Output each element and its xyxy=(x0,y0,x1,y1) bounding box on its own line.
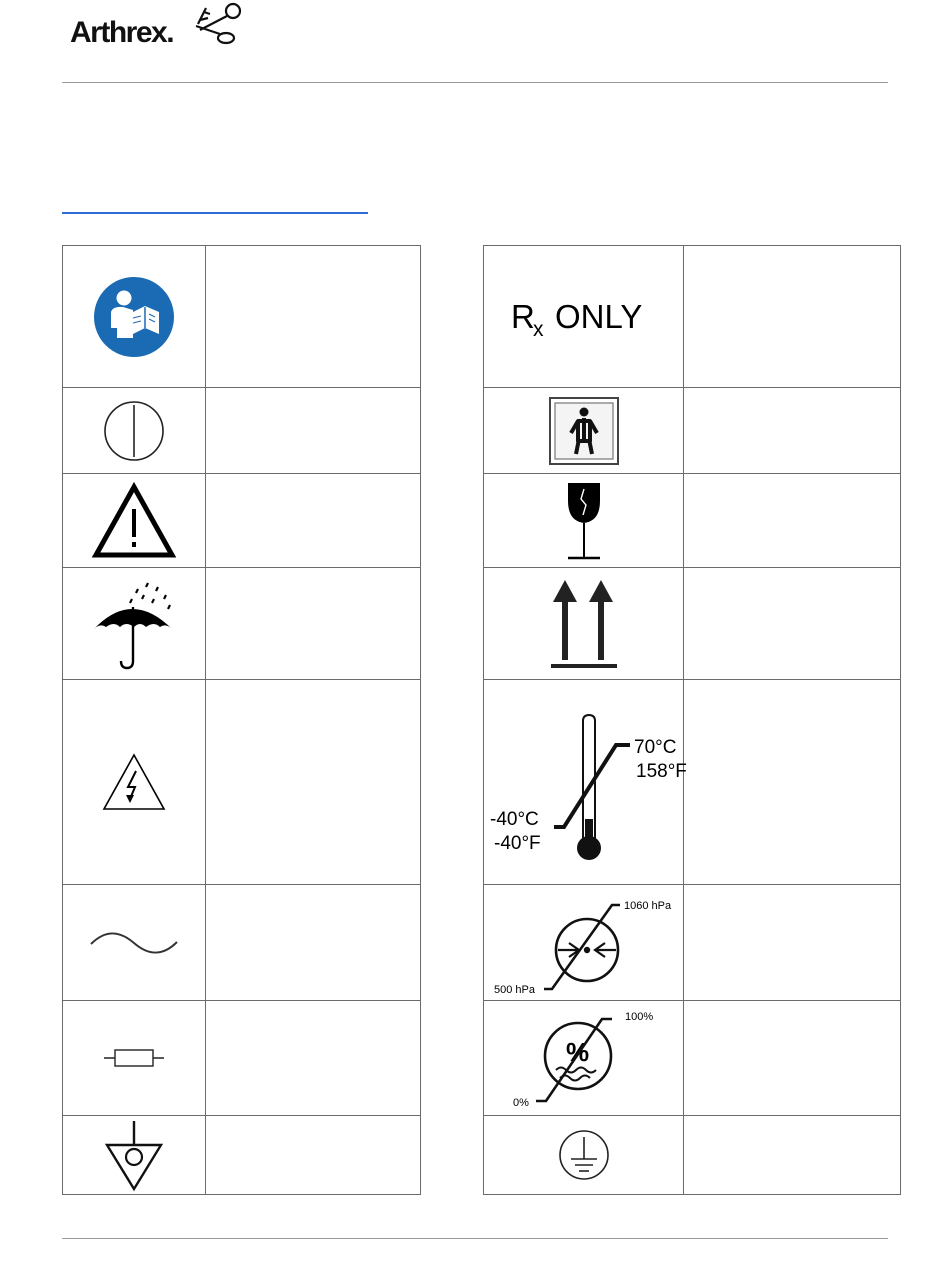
description-cell xyxy=(684,680,901,885)
table-row xyxy=(63,246,421,388)
table-row xyxy=(63,388,421,474)
fragile-icon xyxy=(564,481,604,561)
atmospheric-pressure-limit-icon xyxy=(484,893,684,996)
caution-icon xyxy=(92,483,176,559)
scissors-logo-icon xyxy=(182,0,244,52)
table-row xyxy=(484,680,901,885)
fuse-icon xyxy=(104,1047,164,1069)
rx-only-icon xyxy=(509,295,659,339)
symbol-cell xyxy=(484,246,684,388)
temp-lower-f: -40°F xyxy=(494,833,541,854)
temperature-limit-icon xyxy=(484,707,687,857)
table-row xyxy=(484,568,901,680)
description-cell xyxy=(684,1116,901,1195)
pressure-lower: 500 hPa xyxy=(494,983,535,996)
rx-subscript: x xyxy=(532,317,543,341)
table-row xyxy=(63,1001,421,1116)
symbol-table-left xyxy=(62,245,421,1195)
protective-earth-icon xyxy=(558,1129,610,1181)
arthrex-logo xyxy=(70,0,240,55)
temp-lower-c: -40°C xyxy=(490,809,539,830)
symbol-cell xyxy=(484,474,684,568)
description-cell xyxy=(206,680,421,885)
symbol-cell xyxy=(63,885,206,1001)
table-row xyxy=(484,1116,901,1195)
table-row xyxy=(484,1001,901,1116)
keep-dry-icon xyxy=(92,577,176,671)
header-divider xyxy=(62,82,888,83)
temp-upper-c: 70°C xyxy=(634,737,677,758)
symbol-cell xyxy=(63,246,206,388)
symbol-cell xyxy=(484,680,687,885)
rx-only-text: ONLY xyxy=(554,297,642,335)
table-row xyxy=(484,246,901,388)
percent-sign: % xyxy=(566,1037,590,1067)
table-row xyxy=(484,474,901,568)
description-cell xyxy=(206,474,421,568)
symbol-cell xyxy=(63,388,206,474)
section-link-underline xyxy=(62,212,368,214)
description-cell xyxy=(684,388,901,474)
description-cell xyxy=(206,246,421,388)
power-on-off-icon xyxy=(103,400,165,462)
type-bf-applied-part-icon xyxy=(549,397,619,465)
description-cell xyxy=(684,568,901,680)
symbol-cell xyxy=(484,1116,684,1195)
footer-divider xyxy=(62,1238,888,1239)
description-cell xyxy=(206,1116,421,1195)
symbol-cell xyxy=(63,680,206,885)
symbol-cell xyxy=(63,1116,206,1195)
description-cell xyxy=(684,1001,901,1116)
description-cell xyxy=(684,246,901,388)
symbol-table-right xyxy=(483,245,901,1195)
rx-prefix: R xyxy=(510,297,535,335)
table-row xyxy=(63,474,421,568)
symbol-cell xyxy=(63,568,206,680)
table-row xyxy=(484,885,901,1001)
consult-manual-icon xyxy=(93,276,175,358)
logo-text: Arthrex. xyxy=(70,16,174,49)
alternating-current-icon xyxy=(89,928,179,958)
this-way-up-icon xyxy=(551,578,617,670)
symbol-cell xyxy=(63,474,206,568)
humidity-upper: 100% xyxy=(625,1011,654,1023)
table-row xyxy=(63,1116,421,1195)
symbol-cell xyxy=(484,885,684,1001)
description-cell xyxy=(684,885,901,1001)
description-cell xyxy=(206,885,421,1001)
description-cell xyxy=(206,388,421,474)
symbol-cell xyxy=(484,568,684,680)
table-row xyxy=(63,680,421,885)
symbol-cell xyxy=(484,1001,684,1116)
pressure-upper: 1060 hPa xyxy=(624,899,672,912)
dangerous-voltage-icon xyxy=(102,753,166,811)
table-row xyxy=(484,388,901,474)
equipotentiality-icon xyxy=(103,1119,165,1191)
temp-upper-f: 158°F xyxy=(636,761,687,782)
symbol-cell xyxy=(484,388,684,474)
table-row xyxy=(63,885,421,1001)
symbol-cell xyxy=(63,1001,206,1116)
description-cell xyxy=(206,568,421,680)
humidity-lower: 0% xyxy=(513,1097,529,1109)
description-cell xyxy=(206,1001,421,1116)
table-row xyxy=(63,568,421,680)
description-cell xyxy=(684,474,901,568)
humidity-limit-icon xyxy=(484,1003,684,1113)
